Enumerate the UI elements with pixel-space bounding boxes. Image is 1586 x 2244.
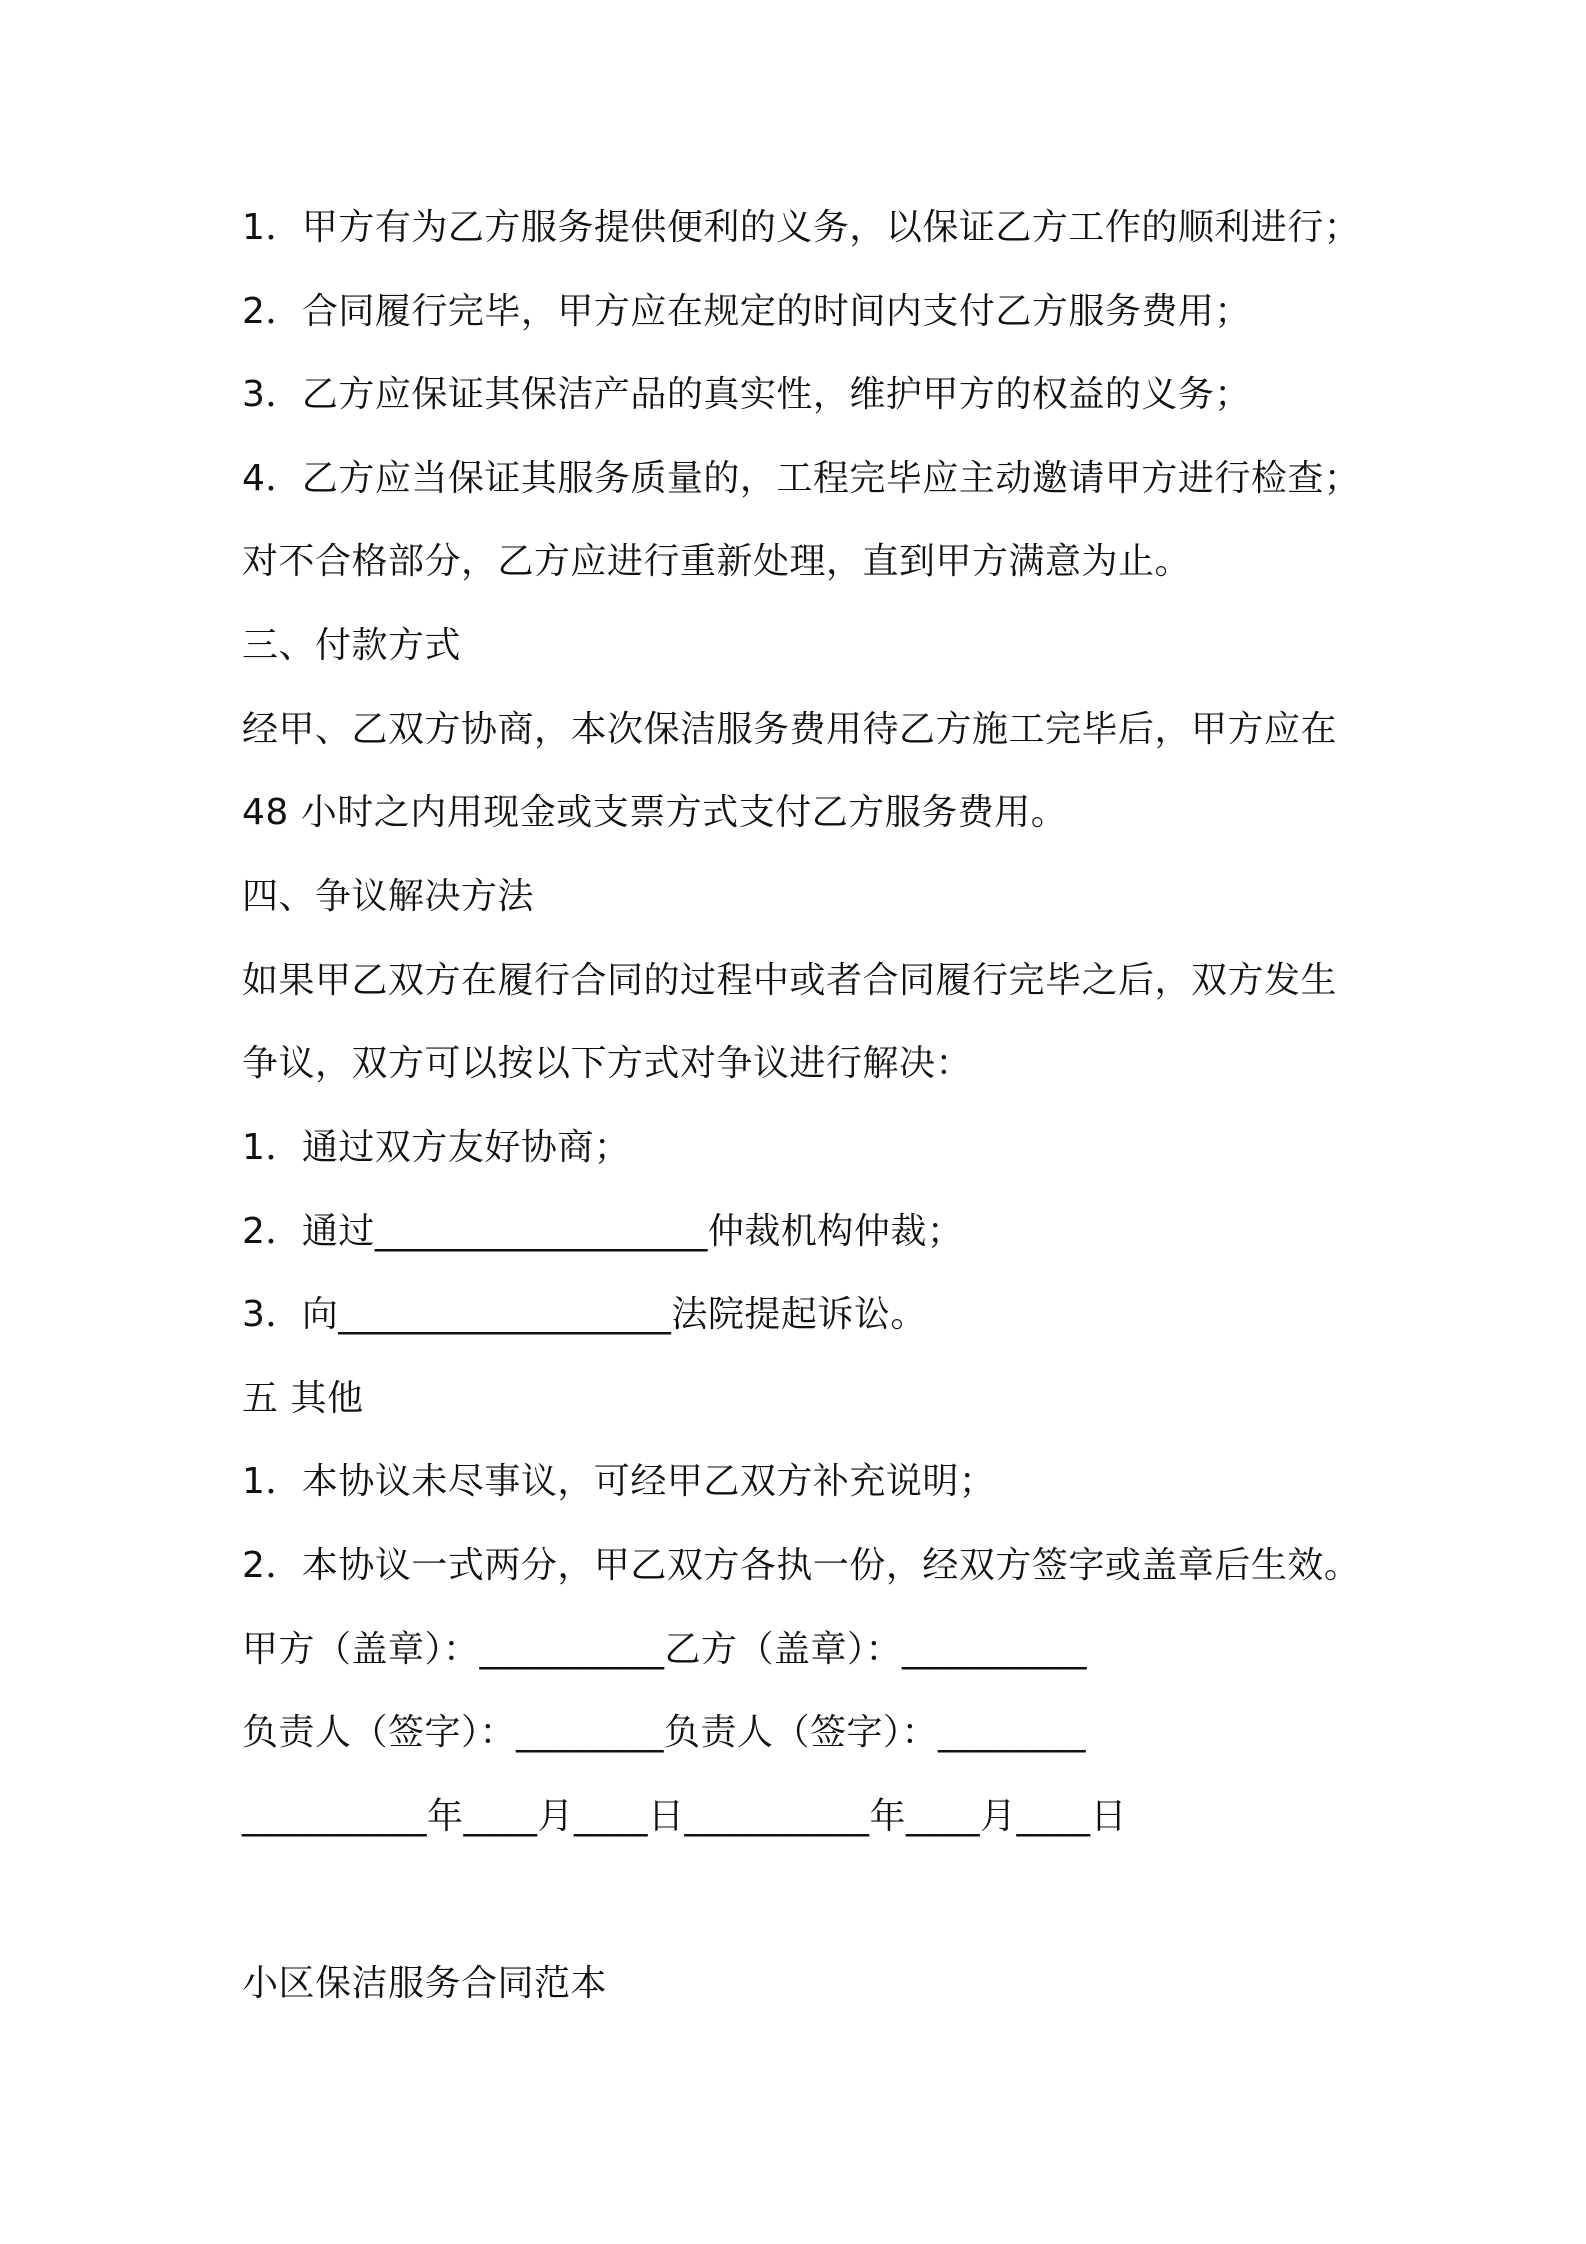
dispute-option-1: 1．通过双方友好协商； xyxy=(242,1127,631,1168)
signature-seal-line: 甲方（盖章）：__________乙方（盖章）：__________ xyxy=(242,1629,1088,1670)
clause-line-4: 4．乙方应当保证其服务质量的，工程完毕应主动邀请甲方进行检查； xyxy=(242,458,1361,499)
dispute-paragraph-line-1: 如果甲乙双方在履行合同的过程中或者合同履行完毕之后，双方发生 xyxy=(242,960,1338,1001)
other-clause-1: 1．本协议未尽事议，可经甲乙双方补充说明； xyxy=(242,1461,996,1502)
dispute-paragraph-line-2: 争议，双方可以按以下方式对争议进行解决： xyxy=(242,1043,973,1084)
section-heading-payment: 三、付款方式 xyxy=(242,625,462,666)
dispute-option-2: 2．通过__________________仲裁机构仲裁； xyxy=(242,1211,964,1252)
payment-paragraph-line-1: 经甲、乙双方协商，本次保洁服务费用待乙方施工完毕后，甲方应在 xyxy=(242,709,1338,750)
signature-responsible-line: 负责人（签字）：________负责人（签字）：________ xyxy=(242,1712,1087,1753)
other-clause-2: 2．本协议一式两分，甲乙双方各执一份，经双方签字或盖章后生效。 xyxy=(242,1545,1361,1586)
section-heading-dispute: 四、争议解决方法 xyxy=(242,876,535,917)
clause-line-1: 1．甲方有为乙方服务提供便利的义务，以保证乙方工作的顺利进行； xyxy=(242,207,1361,248)
clause-line-2: 2．合同履行完毕，甲方应在规定的时间内支付乙方服务费用； xyxy=(242,291,1251,332)
clause-line-4-continued: 对不合格部分，乙方应进行重新处理，直到甲方满意为止。 xyxy=(242,541,1192,582)
clause-line-3: 3．乙方应保证其保洁产品的真实性，维护甲方的权益的义务； xyxy=(242,374,1251,415)
payment-paragraph-line-2: 48 小时之内用现金或支票方式支付乙方服务费用。 xyxy=(242,792,1068,833)
document-title: 小区保洁服务合同范本 xyxy=(242,1963,608,2004)
section-heading-other: 五 其他 xyxy=(242,1378,364,1419)
signature-date-line: __________年____月____日__________年____月____日 xyxy=(242,1796,1127,1837)
dispute-option-3: 3．向__________________法院提起诉讼。 xyxy=(242,1294,927,1335)
